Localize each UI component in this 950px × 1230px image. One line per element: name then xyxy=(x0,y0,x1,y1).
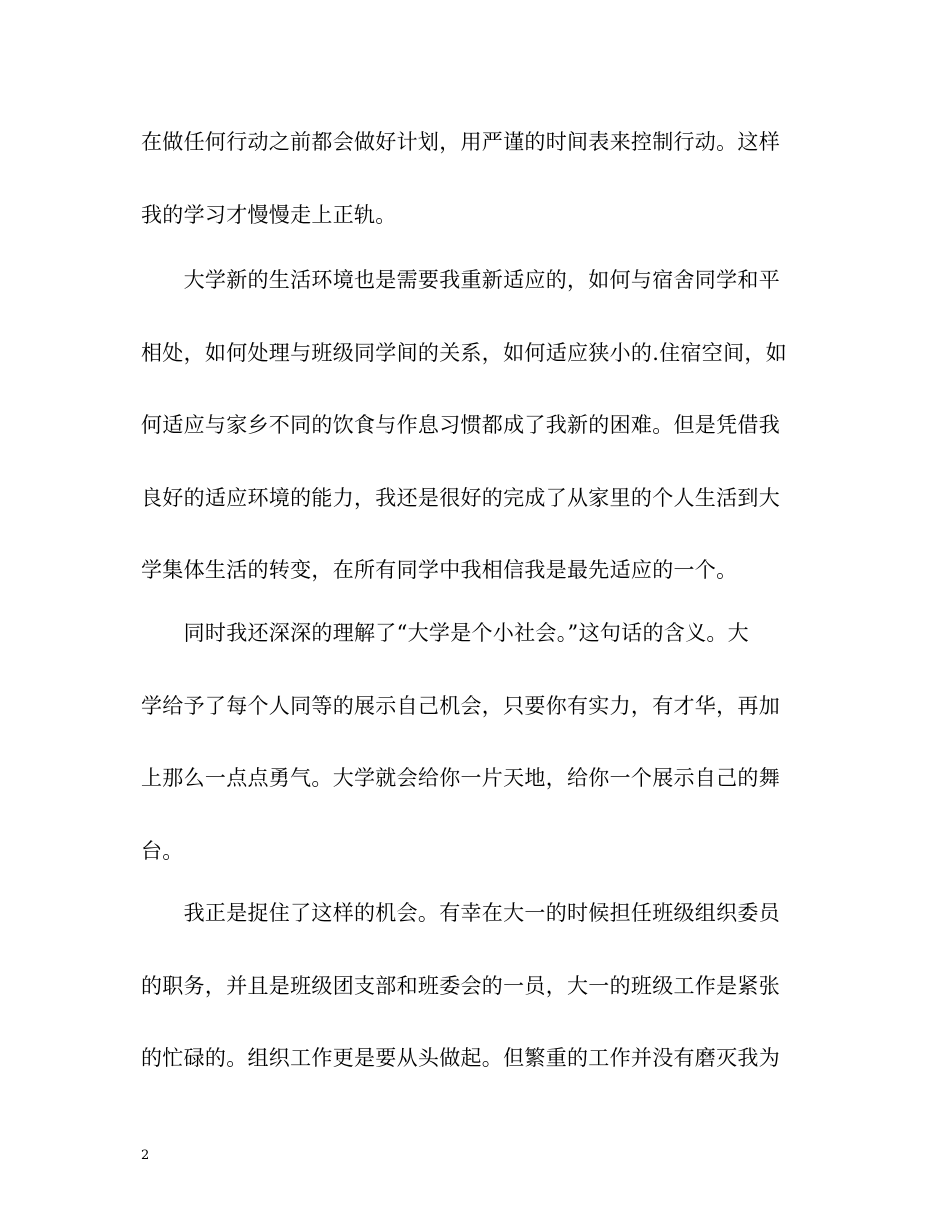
text-line: 大学新的生活环境也是需要我重新适应的，如何与宿舍同学和平 xyxy=(141,268,780,292)
text-line: 的忙碌的。组织工作更是要从头做起。但繁重的工作并没有磨灭我为 xyxy=(141,1046,780,1070)
text-line: 台。 xyxy=(141,839,184,863)
text-line: 上那么一点点勇气。大学就会给你一片天地，给你一个展示自己的舞 xyxy=(141,766,780,790)
text-line: 我正是捉住了这样的机会。有幸在大一的时候担任班级组织委员 xyxy=(141,901,780,925)
text-line: 学给予了每个人同等的展示自己机会，只要你有实力，有才华，再加 xyxy=(141,694,780,718)
text-line: 在做任何行动之前都会做好计划，用严谨的时间表来控制行动。这样 xyxy=(141,130,780,154)
page-number: 2 xyxy=(141,1148,150,1163)
text-line: 学集体生活的转变，在所有同学中我相信我是最先适应的一个。 xyxy=(141,558,738,582)
text-line: 的职务，并且是班级团支部和班委会的一员，大一的班级工作是紧张 xyxy=(141,974,780,998)
text-line: 良好的适应环境的能力，我还是很好的完成了从家里的个人生活到大 xyxy=(141,486,780,510)
text-line: 我的学习才慢慢走上正轨。 xyxy=(141,203,397,227)
text-line: 同时我还深深的理解了“大学是个小社会。”这句话的含义。大 xyxy=(141,621,749,645)
text-line: 何适应与家乡不同的饮食与作息习惯都成了我新的困难。但是凭借我 xyxy=(141,413,780,437)
text-line: 相处，如何处理与班级同学间的关系，如何适应狭小的.住宿空间，如 xyxy=(141,341,787,365)
